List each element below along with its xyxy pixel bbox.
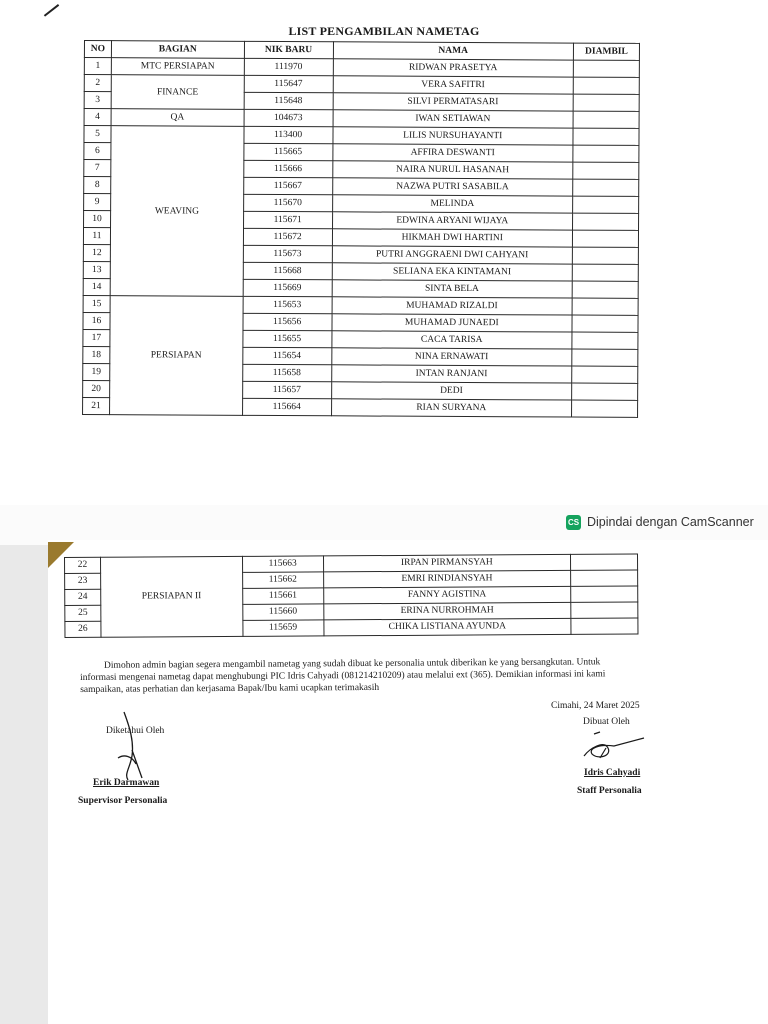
cell-no: 13: [83, 261, 110, 278]
cell-nik: 115647: [244, 75, 333, 92]
nametag-table-page1: [82, 40, 640, 418]
cell-no: 16: [83, 312, 110, 329]
cell-no: 12: [83, 244, 110, 261]
cell-nik: 115648: [244, 92, 333, 109]
cell-nik: 115668: [243, 262, 332, 279]
table-row: [83, 295, 638, 315]
cell-nama: CACA TARISA: [331, 331, 572, 349]
notice-line-2: informasi mengenai nametag dapat menghubungi PIC Idris Cahyadi (081214210209) atau melalui ext (365). Demikian informasi ini kami: [80, 669, 606, 683]
cell-nik: 115653: [243, 296, 332, 313]
cell-diambil: [573, 196, 639, 213]
cell-diambil: [571, 602, 638, 618]
cell-nama: RIAN SURYANA: [331, 399, 572, 417]
cell-nik: 115672: [243, 228, 332, 245]
cell-nik: 115665: [244, 143, 333, 160]
cell-nik: 115657: [242, 381, 331, 398]
header-diambil: DIAMBIL: [573, 43, 639, 60]
cell-no: 8: [84, 177, 111, 194]
cell-diambil: [572, 230, 638, 247]
cell-diambil: [572, 383, 638, 400]
cell-no: 9: [84, 194, 111, 211]
notice-line-1: Dimohon admin bagian segera mengambil nametag yang sudah dibuat ke personalia untuk diberikan ke yang bersangkutan. Untuk: [104, 657, 601, 671]
cell-nik: 113400: [244, 126, 333, 143]
cell-no: 10: [84, 211, 111, 228]
cell-diambil: [573, 60, 639, 77]
cell-nama: EDWINA ARYANI WIJAYA: [332, 212, 573, 230]
cell-nik: 115662: [242, 572, 323, 588]
cell-no: 17: [83, 329, 110, 346]
cell-no: 1: [84, 58, 111, 75]
cell-diambil: [573, 77, 639, 94]
cell-diambil: [573, 213, 639, 230]
cell-no: 23: [65, 573, 101, 589]
cell-no: 15: [83, 295, 110, 312]
cell-no: 19: [83, 363, 110, 380]
cell-diambil: [572, 281, 638, 298]
cell-nama: SINTA BELA: [332, 280, 573, 298]
camscanner-watermark: [566, 512, 754, 532]
cell-nik: 115673: [243, 245, 332, 262]
cell-nama: SILVI PERMATASARI: [333, 93, 574, 111]
cell-bagian: FINANCE: [111, 75, 244, 110]
cell-nama: PUTRI ANGGRAENI DWI CAHYANI: [332, 246, 573, 264]
header-bagian: BAGIAN: [111, 41, 244, 59]
cell-nama: FANNY AGISTINA: [323, 586, 571, 604]
right-signer-name: Idris Cahyadi: [584, 768, 641, 778]
cell-nama: INTAN RANJANI: [331, 365, 572, 383]
camscanner-text: Dipindai dengan CamScanner: [587, 515, 754, 529]
cell-no: 18: [83, 346, 110, 363]
cell-nama: VERA SAFITRI: [333, 76, 574, 94]
cell-nama: AFFIRA DESWANTI: [332, 144, 573, 162]
cell-nik: 115667: [243, 177, 332, 194]
cell-bagian: QA: [111, 109, 244, 127]
cell-diambil: [571, 586, 638, 602]
cell-nama: CHIKA LISTIANA AYUNDA: [323, 618, 571, 636]
cell-nama: EMRI RINDIANSYAH: [323, 570, 571, 588]
header-nik: NIK BARU: [244, 41, 333, 58]
cell-bagian: MTC PERSIAPAN: [111, 58, 244, 76]
header-no: NO: [84, 41, 111, 58]
cell-diambil: [572, 349, 638, 366]
camscanner-icon: CS: [566, 515, 581, 530]
header-nama: NAMA: [333, 42, 574, 60]
cell-no: 26: [65, 621, 101, 637]
cell-nama: NAIRA NURUL HASANAH: [332, 161, 573, 179]
cell-nik: 115666: [243, 160, 332, 177]
prepared-by-label: Dibuat Oleh: [583, 717, 630, 727]
cell-bagian: PERSIAPAN: [109, 296, 242, 416]
right-signer-position: Staff Personalia: [577, 786, 642, 796]
cell-nik: 115664: [242, 398, 331, 415]
cell-no: 2: [84, 75, 111, 92]
cell-diambil: [572, 315, 638, 332]
cell-no: 11: [83, 228, 110, 245]
left-signer-position: Supervisor Personalia: [78, 796, 168, 806]
cell-no: 7: [84, 160, 111, 177]
cell-diambil: [571, 570, 638, 586]
cell-nama: MUHAMAD JUNAEDI: [331, 314, 572, 332]
cell-diambil: [573, 179, 639, 196]
cell-diambil: [573, 128, 639, 145]
cell-diambil: [573, 145, 639, 162]
cell-nik: 115670: [243, 194, 332, 211]
cell-nik: 115663: [242, 556, 323, 572]
cell-diambil: [572, 366, 638, 383]
cell-no: 24: [65, 589, 101, 605]
table-row: [84, 58, 639, 78]
cell-diambil: [572, 264, 638, 281]
notice-paragraph: [80, 656, 676, 696]
cell-nama: MELINDA: [332, 195, 573, 213]
cell-no: 21: [83, 397, 110, 414]
cell-no: 25: [65, 605, 101, 621]
notice-line-3: sampaikan, atas perhatian dan kerjasama Bapak/Ibu kami ucapkan terimakasih: [80, 682, 380, 695]
cell-bagian: PERSIAPAN II: [100, 556, 242, 637]
nametag-table-page2: [64, 553, 638, 638]
cell-nik: 115656: [243, 313, 332, 330]
cell-nik: 115659: [243, 620, 324, 636]
cell-diambil: [571, 618, 638, 634]
cell-nama: SELIANA EKA KINTAMANI: [332, 263, 573, 281]
cell-nik: 115654: [243, 347, 332, 364]
cell-diambil: [573, 94, 639, 111]
signature-erik: [108, 708, 158, 788]
cell-nama: DEDI: [331, 382, 572, 400]
cell-no: 6: [84, 143, 111, 160]
cell-nama: IRPAN PIRMANSYAH: [323, 554, 571, 572]
cell-diambil: [573, 111, 639, 128]
cell-nama: IWAN SETIAWAN: [333, 110, 574, 128]
cell-nama: LILIS NURSUHAYANTI: [332, 127, 573, 145]
table-row: [84, 75, 639, 95]
cell-no: 5: [84, 126, 111, 143]
cell-no: 4: [84, 109, 111, 126]
cell-diambil: [572, 332, 638, 349]
cell-nama: RIDWAN PRASETYA: [333, 59, 574, 77]
cell-nik: 115661: [242, 588, 323, 604]
cell-nik: 104673: [244, 109, 333, 126]
cell-nik: 115655: [243, 330, 332, 347]
place-date: Cimahi, 24 Maret 2025: [551, 701, 640, 711]
cell-nik: 111970: [244, 58, 333, 75]
table-header-row: [84, 41, 639, 61]
cell-no: 3: [84, 92, 111, 109]
signature-idris: [570, 730, 650, 766]
cell-diambil: [572, 247, 638, 264]
cell-nik: 115658: [242, 364, 331, 381]
table-row: [84, 126, 639, 146]
cell-no: 22: [65, 557, 101, 573]
cell-diambil: [571, 554, 638, 570]
acknowledged-by-label: Diketahui Oleh: [106, 726, 165, 736]
cell-nama: ERINA NURROHMAH: [323, 602, 571, 620]
cell-diambil: [572, 400, 638, 417]
cell-bagian: WEAVING: [110, 126, 244, 297]
cell-nama: NAZWA PUTRI SASABILA: [332, 178, 573, 196]
cell-nik: 115669: [243, 279, 332, 296]
cell-no: 14: [83, 278, 110, 295]
cell-nama: MUHAMAD RIZALDI: [332, 297, 573, 315]
document-title: LIST PENGAMBILAN NAMETAG: [288, 24, 480, 38]
cell-diambil: [573, 162, 639, 179]
cell-nama: NINA ERNAWATI: [331, 348, 572, 366]
cell-no: 20: [83, 380, 110, 397]
cell-nik: 115671: [243, 211, 332, 228]
cell-nik: 115660: [243, 604, 324, 620]
cell-nama: HIKMAH DWI HARTINI: [332, 229, 573, 247]
left-signer-name: Erik Darmawan: [93, 778, 160, 788]
cell-diambil: [572, 298, 638, 315]
